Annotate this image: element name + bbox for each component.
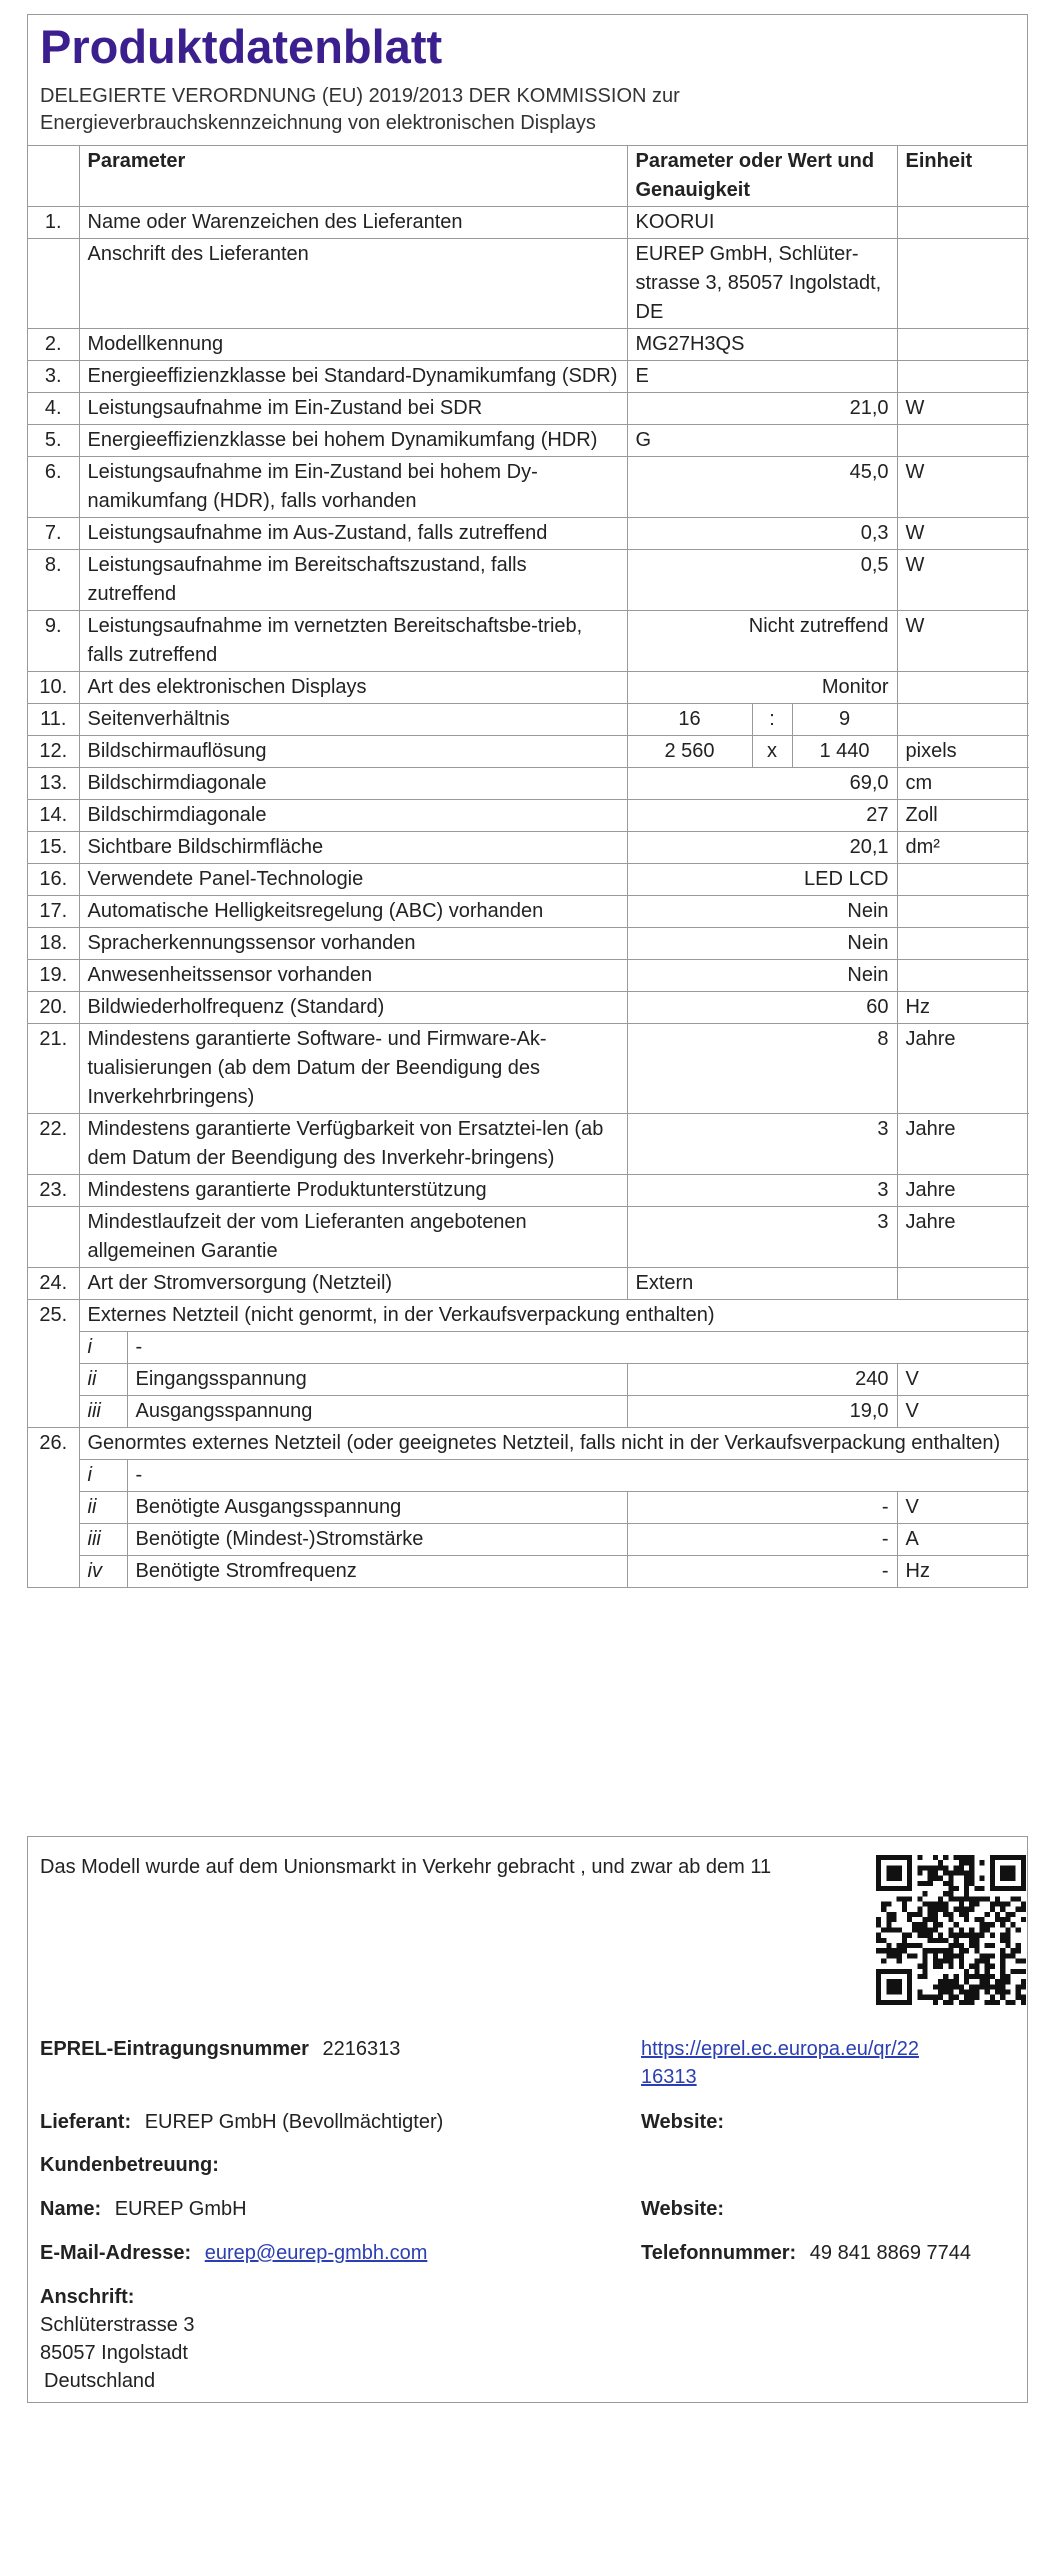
- row-unit: [897, 361, 1029, 393]
- table-row: [28, 1460, 1029, 1492]
- row-value: 240: [627, 1364, 897, 1396]
- row-number: [28, 239, 79, 329]
- row-value: -: [627, 1492, 897, 1524]
- row-number: 25.: [28, 1300, 79, 1332]
- resolution-separator: x: [752, 736, 792, 768]
- supplier-row: [40, 2108, 443, 2136]
- row-unit: [897, 207, 1029, 239]
- row-unit: [897, 864, 1029, 896]
- row-value: 20,1: [627, 832, 897, 864]
- table-row: [28, 1332, 1029, 1364]
- row-unit: [897, 425, 1029, 457]
- table-row: [28, 1428, 1029, 1460]
- row-parameter: Ausgangsspannung: [127, 1396, 627, 1428]
- row-parameter: Bildschirmdiagonale: [79, 768, 627, 800]
- row-number: 3.: [28, 361, 79, 393]
- row-unit: [897, 704, 1029, 736]
- table-row: [28, 672, 1029, 704]
- row-parameter: Art des elektronischen Displays: [79, 672, 627, 704]
- row-unit: V: [897, 1492, 1029, 1524]
- row-parameter: Verwendete Panel-Technologie: [79, 864, 627, 896]
- row-parameter: Spracherkennungssensor vorhanden: [79, 928, 627, 960]
- row-number: 24.: [28, 1268, 79, 1300]
- eprel-link-block[interactable]: [641, 2035, 919, 2091]
- table-row: [28, 704, 1029, 736]
- address-country: Deutschland: [44, 2370, 156, 2392]
- table-row: [28, 1268, 1029, 1300]
- aspect-width: 16: [627, 704, 752, 736]
- row-parameter: -: [127, 1332, 1029, 1364]
- row-number: 2.: [28, 329, 79, 361]
- table-row: [28, 611, 1029, 672]
- row-parameter: Energieeffizienzklasse bei Standard-Dynamikumfang (SDR): [79, 361, 627, 393]
- row-value: 27: [627, 800, 897, 832]
- row-value: 60: [627, 992, 897, 1024]
- row-number: 8.: [28, 550, 79, 611]
- table-cell: [28, 146, 79, 207]
- row-number: [28, 1492, 79, 1524]
- row-parameter: Sichtbare Bildschirmfläche: [79, 832, 627, 864]
- aspect-height: 9: [792, 704, 897, 736]
- row-parameter: Eingangsspannung: [127, 1364, 627, 1396]
- row-unit: Hz: [897, 992, 1029, 1024]
- website-label-text: Website:: [641, 2198, 724, 2220]
- row-value: 3: [627, 1114, 897, 1175]
- row-parameter: Modellkennung: [79, 329, 627, 361]
- table-row: [28, 518, 1029, 550]
- row-unit: [897, 896, 1029, 928]
- table-row: [28, 1364, 1029, 1396]
- table-row: [28, 1024, 1029, 1114]
- row-unit: pixels: [897, 736, 1029, 768]
- row-unit: W: [897, 393, 1029, 425]
- sub-index: iii: [79, 1524, 127, 1556]
- row-number: 13.: [28, 768, 79, 800]
- row-parameter: Leistungsaufnahme im Ein-Zustand bei SDR: [79, 393, 627, 425]
- eprel-row: [40, 2035, 400, 2063]
- name-row: [40, 2195, 247, 2223]
- row-parameter: Name oder Warenzeichen des Lieferanten: [79, 207, 627, 239]
- row-number: 6.: [28, 457, 79, 518]
- table-row: [28, 1300, 1029, 1332]
- row-unit: [897, 960, 1029, 992]
- row-unit: dm²: [897, 832, 1029, 864]
- row-parameter: Genormtes externes Netzteil (oder geeignetes Netzteil, falls nicht in der Verkaufsverpackung enthalten): [79, 1428, 1029, 1460]
- row-parameter: Leistungsaufnahme im Ein-Zustand bei hohem Dy-namikumfang (HDR), falls vorhanden: [79, 457, 627, 518]
- row-unit: cm: [897, 768, 1029, 800]
- row-value: Nicht zutreffend: [627, 611, 897, 672]
- row-number: 9.: [28, 611, 79, 672]
- support-label: Kundenbetreuung:: [40, 2154, 219, 2176]
- website-label-support: [641, 2195, 724, 2223]
- row-parameter: Externes Netzteil (nicht genormt, in der Verkaufsverpackung enthalten): [79, 1300, 1029, 1332]
- email-row: [40, 2239, 427, 2267]
- table-row: [28, 736, 1029, 768]
- row-unit: Hz: [897, 1556, 1029, 1588]
- row-number: [28, 1524, 79, 1556]
- table-row: [28, 1556, 1029, 1588]
- eprel-number: 2216313: [322, 2038, 401, 2060]
- resolution-width: 2 560: [627, 736, 752, 768]
- eprel-link-cont[interactable]: 16313: [641, 2066, 697, 2088]
- row-number: 20.: [28, 992, 79, 1024]
- row-unit: Jahre: [897, 1207, 1029, 1268]
- sub-index: i: [79, 1460, 127, 1492]
- row-value: KOORUI: [627, 207, 897, 239]
- phone-row: [641, 2239, 971, 2267]
- row-number: 19.: [28, 960, 79, 992]
- row-parameter: Leistungsaufnahme im vernetzten Bereitschaftsbe-trieb, falls zutreffend: [79, 611, 627, 672]
- row-unit: Jahre: [897, 1024, 1029, 1114]
- row-number: 16.: [28, 864, 79, 896]
- table-row: [28, 207, 1029, 239]
- row-value: 19,0: [627, 1396, 897, 1428]
- website-label-text: Website:: [641, 2111, 724, 2133]
- eprel-link[interactable]: https://eprel.ec.europa.eu/qr/22: [641, 2038, 919, 2060]
- row-number: 1.: [28, 207, 79, 239]
- row-parameter: -: [127, 1460, 1029, 1492]
- row-number: 12.: [28, 736, 79, 768]
- sub-index: i: [79, 1332, 127, 1364]
- address-block: [40, 2283, 195, 2395]
- row-value: E: [627, 361, 897, 393]
- table-row: [28, 361, 1029, 393]
- email-link[interactable]: eurep@eurep-gmbh.com: [204, 2242, 428, 2264]
- row-parameter: Mindestens garantierte Verfügbarkeit von Ersatztei-len (ab dem Datum der Beendigung des Inverkehr-bringens): [79, 1114, 627, 1175]
- row-unit: V: [897, 1396, 1029, 1428]
- sub-index: iv: [79, 1556, 127, 1588]
- row-number: 10.: [28, 672, 79, 704]
- table-row: [28, 239, 1029, 329]
- row-unit: Zoll: [897, 800, 1029, 832]
- row-unit: W: [897, 518, 1029, 550]
- table-row: [28, 992, 1029, 1024]
- row-parameter: Mindestens garantierte Produktunterstützung: [79, 1175, 627, 1207]
- row-number: [28, 1207, 79, 1268]
- row-unit: [897, 1268, 1029, 1300]
- address-street: Schlüterstrasse 3: [40, 2314, 195, 2336]
- column-header-parameter: Parameter: [79, 146, 627, 207]
- qr-code[interactable]: [876, 1855, 1026, 2005]
- row-parameter: Bildschirmdiagonale: [79, 800, 627, 832]
- row-parameter: Anschrift des Lieferanten: [79, 239, 627, 329]
- row-unit: V: [897, 1364, 1029, 1396]
- row-unit: W: [897, 457, 1029, 518]
- row-unit: [897, 928, 1029, 960]
- table-row: [28, 864, 1029, 896]
- table-header-row: [28, 146, 1029, 207]
- row-number: 7.: [28, 518, 79, 550]
- aspect-separator: :: [752, 704, 792, 736]
- resolution-height: 1 440: [792, 736, 897, 768]
- row-unit: A: [897, 1524, 1029, 1556]
- table-row: [28, 329, 1029, 361]
- row-value: Monitor: [627, 672, 897, 704]
- row-value: -: [627, 1556, 897, 1588]
- table-row: [28, 800, 1029, 832]
- row-parameter: Automatische Helligkeitsregelung (ABC) vorhanden: [79, 896, 627, 928]
- page-title: Produktdatenblatt: [40, 20, 443, 73]
- email-label: E-Mail-Adresse:: [40, 2242, 192, 2264]
- row-number: 17.: [28, 896, 79, 928]
- row-unit: [897, 329, 1029, 361]
- row-unit: Jahre: [897, 1114, 1029, 1175]
- sub-index: ii: [79, 1492, 127, 1524]
- row-parameter: Benötigte (Mindest-)Stromstärke: [127, 1524, 627, 1556]
- row-value: MG27H3QS: [627, 329, 897, 361]
- row-parameter: Art der Stromversorgung (Netzteil): [79, 1268, 627, 1300]
- sub-index: iii: [79, 1396, 127, 1428]
- row-number: [28, 1332, 79, 1364]
- supplier-label: Lieferant:: [40, 2111, 132, 2133]
- name-label: Name:: [40, 2198, 102, 2220]
- table-row: [28, 425, 1029, 457]
- row-number: 26.: [28, 1428, 79, 1460]
- row-unit: W: [897, 611, 1029, 672]
- market-date-text: Das Modell wurde auf dem Unionsmarkt in Verkehr gebracht , und zwar ab dem 11: [40, 1856, 772, 1878]
- sheet-header: [28, 15, 1027, 146]
- row-value: 3: [627, 1207, 897, 1268]
- eprel-label: EPREL-Eintragungsnummer: [40, 2038, 309, 2060]
- table-row: [28, 928, 1029, 960]
- phone-label: Telefonnummer:: [641, 2242, 797, 2264]
- row-value: -: [627, 1524, 897, 1556]
- product-data-sheet: [27, 14, 1028, 1588]
- row-parameter: Bildschirmauflösung: [79, 736, 627, 768]
- row-number: [28, 1556, 79, 1588]
- column-header-value: Parameter oder Wert und Genauigkeit: [627, 146, 897, 207]
- row-value: Nein: [627, 896, 897, 928]
- row-parameter: Mindestens garantierte Software- und Firmware-Ak-tualisierungen (ab dem Datum der Beendigung des Inverkehrbringens): [79, 1024, 627, 1114]
- subtitle-line: Energieverbrauchskennzeichnung von elektronischen Displays: [40, 112, 596, 134]
- row-parameter: Leistungsaufnahme im Aus-Zustand, falls zutreffend: [79, 518, 627, 550]
- row-parameter: Mindestlaufzeit der vom Lieferanten angebotenen allgemeinen Garantie: [79, 1207, 627, 1268]
- row-parameter: Anwesenheitssensor vorhanden: [79, 960, 627, 992]
- row-value: Nein: [627, 960, 897, 992]
- row-value: 0,3: [627, 518, 897, 550]
- website-label: [641, 2108, 724, 2136]
- address-city: 85057 Ingolstadt: [40, 2342, 188, 2364]
- row-parameter: Leistungsaufnahme im Bereitschaftszustand, falls zutreffend: [79, 550, 627, 611]
- row-value: EUREP GmbH, Schlüter-strasse 3, 85057 Ingolstadt, DE: [627, 239, 897, 329]
- row-number: 15.: [28, 832, 79, 864]
- row-unit: [897, 672, 1029, 704]
- table-row: [28, 1175, 1029, 1207]
- row-value: 3: [627, 1175, 897, 1207]
- table-row: [28, 768, 1029, 800]
- row-value: 21,0: [627, 393, 897, 425]
- table-row: [28, 393, 1029, 425]
- row-number: [28, 1364, 79, 1396]
- row-value: 45,0: [627, 457, 897, 518]
- row-number: [28, 1460, 79, 1492]
- row-parameter: Benötigte Ausgangsspannung: [127, 1492, 627, 1524]
- spec-table: [28, 146, 1029, 1587]
- support-heading: [40, 2151, 219, 2179]
- row-value: Nein: [627, 928, 897, 960]
- table-row: [28, 960, 1029, 992]
- table-row: [28, 457, 1029, 518]
- address-label: Anschrift:: [40, 2286, 135, 2308]
- row-number: 22.: [28, 1114, 79, 1175]
- table-row: [28, 1114, 1029, 1175]
- row-unit: W: [897, 550, 1029, 611]
- row-number: 4.: [28, 393, 79, 425]
- row-value: 0,5: [627, 550, 897, 611]
- table-row: [28, 1524, 1029, 1556]
- sub-index: ii: [79, 1364, 127, 1396]
- row-parameter: Benötigte Stromfrequenz: [127, 1556, 627, 1588]
- table-row: [28, 896, 1029, 928]
- subtitle-line: DELEGIERTE VERORDNUNG (EU) 2019/2013 DER KOMMISSION zur: [40, 85, 680, 107]
- row-value: G: [627, 425, 897, 457]
- supplier-info-box: [27, 1836, 1028, 2403]
- row-parameter: Bildwiederholfrequenz (Standard): [79, 992, 627, 1024]
- row-number: 21.: [28, 1024, 79, 1114]
- name-value: EUREP GmbH: [114, 2198, 247, 2220]
- row-value: 8: [627, 1024, 897, 1114]
- table-row: [28, 1492, 1029, 1524]
- table-row: [28, 550, 1029, 611]
- regulation-subtitle: [40, 83, 1015, 137]
- table-row: [28, 1396, 1029, 1428]
- table-row: [28, 1207, 1029, 1268]
- phone-value: 49 841 8869 7744: [809, 2242, 972, 2264]
- row-value: LED LCD: [627, 864, 897, 896]
- row-number: 11.: [28, 704, 79, 736]
- row-parameter: Seitenverhältnis: [79, 704, 627, 736]
- supplier-value: EUREP GmbH (Bevollmächtigter): [144, 2111, 444, 2133]
- row-number: 5.: [28, 425, 79, 457]
- row-number: 23.: [28, 1175, 79, 1207]
- row-number: 14.: [28, 800, 79, 832]
- row-number: [28, 1396, 79, 1428]
- row-value: Extern: [627, 1268, 897, 1300]
- table-row: [28, 832, 1029, 864]
- row-unit: Jahre: [897, 1175, 1029, 1207]
- row-value: 69,0: [627, 768, 897, 800]
- column-header-unit: Einheit: [897, 146, 1029, 207]
- row-number: 18.: [28, 928, 79, 960]
- row-parameter: Energieeffizienzklasse bei hohem Dynamikumfang (HDR): [79, 425, 627, 457]
- row-unit: [897, 239, 1029, 329]
